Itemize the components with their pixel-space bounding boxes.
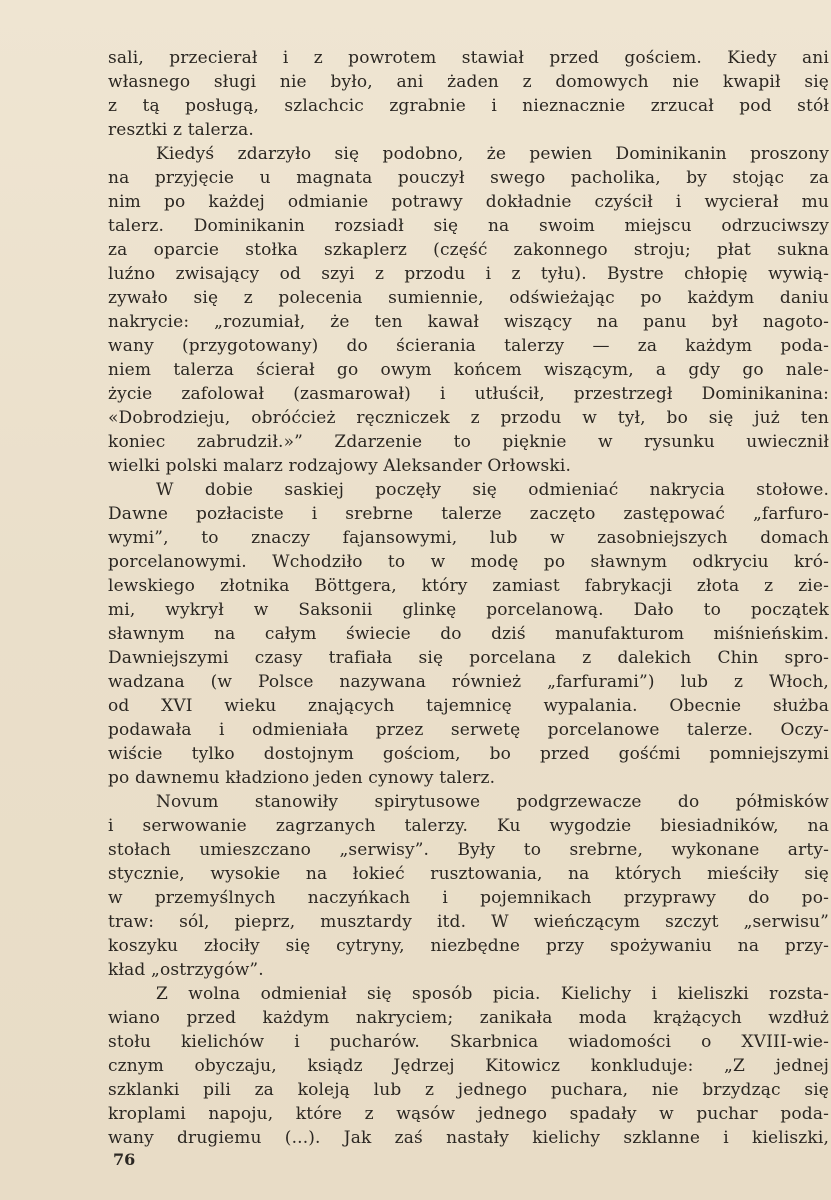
text-line: z tą posługą, szlachcic zgrabnie i nieznacznie zrzucał pod stół [108, 96, 829, 116]
text-line: szklanki pili za koleją lub z jednego puchara, nie brzydząc się [108, 1080, 829, 1100]
page-number: 76 [113, 1150, 136, 1169]
text-line: W dobie saskiej poczęły się odmieniać nakrycia stołowe. [156, 480, 829, 500]
text-line: talerz. Dominikanin rozsiadł się na swoim miejscu odrzuciwszy [108, 216, 829, 236]
text-line: resztki z talerza. [108, 120, 254, 140]
text-line: cznym obyczaju, ksiądz Jędrzej Kitowicz konkluduje: „Z jednej [108, 1056, 829, 1076]
text-line: i serwowanie zagrzanych talerzy. Ku wygodzie biesiadników, na [108, 816, 829, 836]
text-line: Z wolna odmieniał się sposób picia. Kielichy i kieliszki rozsta- [156, 984, 829, 1004]
text-line: «Dobrodzieju, obróćcież ręczniczek z przodu w tył, bo się już ten [108, 408, 829, 428]
text-line: wany (przygotowany) do ścierania talerzy — za każdym poda- [108, 336, 829, 356]
text-line: po dawnemu kładziono jeden cynowy talerz. [108, 768, 496, 788]
text-line: stołu kielichów i pucharów. Skarbnica wiadomości o XVIII-wie- [108, 1032, 829, 1052]
body-text [108, 46, 829, 1150]
text-line: życie zafolował (zasmarował) i utłuścił, przestrzegł Dominikanina: [108, 384, 829, 404]
text-line: kroplami napoju, które z wąsów jednego spadały w puchar poda- [108, 1104, 829, 1124]
text-line: sławnym na całym świecie do dziś manufakturom miśnieńskim. [108, 624, 829, 644]
text-line: traw: sól, pieprz, musztardy itd. W wieńczącym szczyt „serwisu” [108, 912, 829, 932]
text-line: koszyku złociły się cytryny, niezbędne przy spożywaniu na przy- [108, 936, 829, 956]
text-line: lewskiego złotnika Böttgera, który zamiast fabrykacji złota z zie- [108, 576, 829, 596]
text-line: Kiedyś zdarzyło się podobno, że pewien Dominikanin proszony [156, 144, 829, 164]
text-line: własnego sługi nie było, ani żaden z domowych nie kwapił się [108, 72, 829, 92]
text-line: wany drugiemu (...). Jak zaś nastały kielichy szklanne i kieliszki, [108, 1128, 829, 1148]
text-line: sali, przecierał i z powrotem stawiał przed gościem. Kiedy ani [108, 48, 829, 68]
text-line: podawała i odmieniała przez serwetę porcelanowe talerze. Oczy- [108, 720, 829, 740]
text-line: za oparcie stołka szkaplerz (część zakonnego stroju; płat sukna [108, 240, 829, 260]
text-line: wielki polski malarz rodzajowy Aleksander Orłowski. [108, 456, 571, 476]
text-line: luźno zwisający od szyi z przodu i z tyłu). Bystre chłopię wywią- [108, 264, 829, 284]
text-line: Dawne pozłaciste i srebrne talerze zaczęto zastępować „farfuro- [108, 504, 829, 524]
text-line: Novum stanowiły spirytusowe podgrzewacze do półmisków [156, 792, 829, 812]
text-line: wymi”, to znaczy fajansowymi, lub w zasobniejszych domach [108, 528, 829, 548]
text-line: porcelanowymi. Wchodziło to w modę po sławnym odkryciu kró- [108, 552, 829, 572]
text-line: Dawniejszymi czasy trafiała się porcelana z dalekich Chin spro- [108, 648, 829, 668]
text-line: na przyjęcie u magnata pouczył swego pacholika, by stojąc za [108, 168, 829, 188]
text-line: nakrycie: „rozumiał, że ten kawał wiszący na panu był nagoto- [108, 312, 829, 332]
text-line: niem talerza ścierał go owym końcem wiszącym, a gdy go nale- [108, 360, 829, 380]
text-line: stołach umieszczano „serwisy”. Były to srebrne, wykonane arty- [108, 840, 829, 860]
text-line: kład „ostrzygów”. [108, 960, 264, 980]
text-line: wiano przed każdym nakryciem; zanikała moda krążących wzdłuż [108, 1008, 829, 1028]
text-line: w przemyślnych naczyńkach i pojemnikach przyprawy do po- [108, 888, 829, 908]
text-line: zywało się z polecenia sumiennie, odświeżając po każdym daniu [108, 288, 829, 308]
text-line: stycznie, wysokie na łokieć rusztowania, na których mieściły się [108, 864, 829, 884]
text-line: wiście tylko dostojnym gościom, bo przed gośćmi pomniejszymi [108, 744, 829, 764]
text-line: od XVI wieku znających tajemnicę wypalania. Obecnie służba [108, 696, 829, 716]
text-line: mi, wykrył w Saksonii glinkę porcelanową. Dało to początek [108, 600, 829, 620]
text-line: nim po każdej odmianie potrawy dokładnie czyścił i wycierał mu [108, 192, 829, 212]
text-line: wadzana (w Polsce nazywana również „farfurami”) lub z Włoch, [108, 672, 829, 692]
text-line: koniec zabrudził.»” Zdarzenie to pięknie w rysunku uwiecznił [108, 432, 829, 452]
